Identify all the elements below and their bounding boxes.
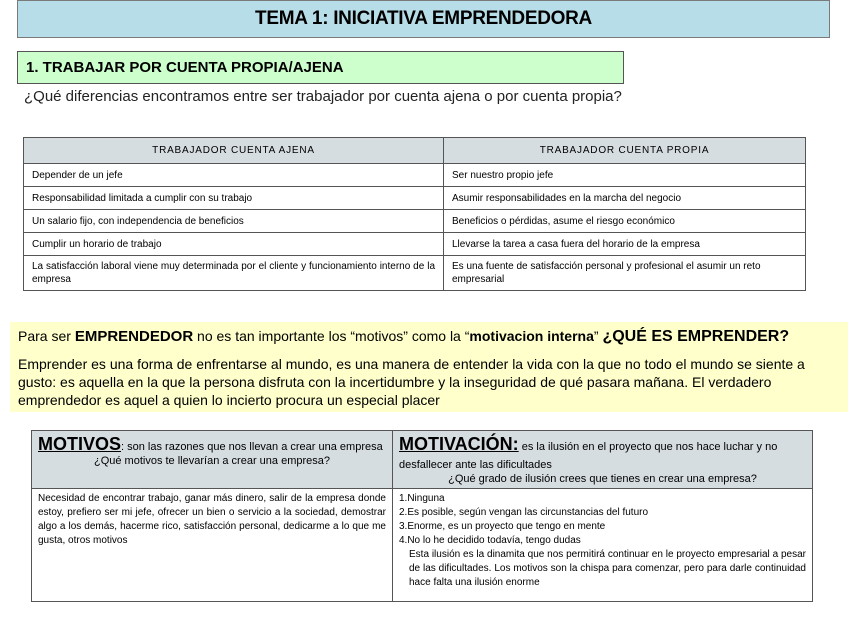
section-heading: 1. TRABAJAR POR CUENTA PROPIA/AJENA (17, 51, 624, 84)
cell-ajena: Responsabilidad limitada a cumplir con su trabajo (24, 187, 444, 210)
list-item: 4.No lo he decidido todavía, tengo dudas (399, 535, 581, 546)
motivacion-title: MOTIVACIÓN: (399, 434, 519, 454)
cell-propia: Asumir responsabilidades en la marcha del negocio (444, 187, 806, 210)
emprender-definition: Emprender es una forma de enfrentarse al mundo, es una manera de entender la vida con la que no todo el mundo se siente a gusto: es aquella en la que la persona disfruta con la incertidumbre y la inseguridad de qué pasara mañana. El verdadero emprendedor es aquel a quien lo incierto procura un especial placer (18, 356, 805, 408)
cell-propia: Beneficios o pérdidas, asume el riesgo económico (444, 210, 806, 233)
motivos-body-row (32, 489, 813, 602)
list-item: 1.Ninguna (399, 493, 445, 504)
intro-question: ¿Qué diferencias encontramos entre ser trabajador por cuenta ajena o por cuenta propia? (24, 88, 622, 105)
motivos-question: ¿Qué motivos te llevarían a crear una empresa? (93, 455, 330, 467)
cell-ajena: Un salario fijo, con independencia de beneficios (24, 210, 444, 233)
emprendedor-line (18, 328, 789, 346)
motivos-body: Necesidad de encontrar trabajo, ganar más dinero, salir de la empresa donde estoy, prefiero ser mi jefe, ofrecer un bien o servicio a la sociedad, demostrar algo a los demás, hacerme rico, satisfacción personal, dedicarme a lo que me gusta, otros motivos (32, 489, 393, 602)
table-row (24, 210, 806, 233)
motivacion-interna-keyword: motivacion interna (469, 328, 594, 344)
motivacion-desc: es la ilusión en el proyecto que nos hace luchar y no desfallecer ante las dificultades (399, 441, 778, 471)
table-row (24, 187, 806, 210)
comparison-header-row (24, 138, 806, 164)
cell-propia: Es una fuente de satisfacción personal y profesional el asumir un reto empresarial (444, 256, 806, 291)
emprendedor-box (10, 322, 848, 412)
cell-propia: Ser nuestro propio jefe (444, 164, 806, 187)
motivacion-list (399, 492, 806, 548)
table-row (24, 256, 806, 291)
line-part: Para ser (18, 328, 75, 344)
motivacion-body (393, 489, 813, 602)
que-es-emprender-heading: ¿QUÉ ES EMPRENDER? (602, 328, 790, 345)
list-item: 3.Enorme, es un proyecto que tengo en mente (399, 521, 606, 532)
header-cuenta-ajena: TRABAJADOR CUENTA AJENA (24, 138, 444, 164)
emprendedor-keyword: EMPRENDEDOR (74, 328, 194, 345)
line-part: ” (593, 328, 603, 344)
table-row (24, 233, 806, 256)
motivacion-header (393, 431, 813, 489)
motivos-title: MOTIVOS (38, 434, 122, 454)
page-title: TEMA 1: INICIATIVA EMPRENDEDORA (17, 0, 830, 38)
cell-ajena: Cumplir un horario de trabajo (24, 233, 444, 256)
header-cuenta-propia: TRABAJADOR CUENTA PROPIA (444, 138, 806, 164)
table-row (24, 164, 806, 187)
motivacion-note: Esta ilusión es la dinamita que nos permitirá continuar en le proyecto empresarial a pesar de las dificultades. Los motivos son la chispa para comenzar, pero para darle continuidad hace falta una ilusión enorme (409, 549, 806, 588)
cell-ajena: Depender de un jefe (24, 164, 444, 187)
motivos-header (32, 431, 393, 489)
cell-ajena: La satisfacción laboral viene muy determinada por el cliente y funcionamiento interno de la empresa (24, 256, 444, 291)
list-item: 2.Es posible, según vengan las circunstancias del futuro (399, 507, 649, 518)
comparison-table (23, 137, 806, 291)
motivos-table (31, 430, 813, 602)
motivos-desc: : son las razones que nos llevan a crear una empresa (121, 441, 383, 453)
line-part: no es tan importante los “motivos” como la “ (193, 328, 470, 344)
motivacion-question: ¿Qué grado de ilusión crees que tienes en crear una empresa? (448, 473, 757, 485)
motivos-header-row (32, 431, 813, 489)
cell-propia: Llevarse la tarea a casa fuera del horario de la empresa (444, 233, 806, 256)
